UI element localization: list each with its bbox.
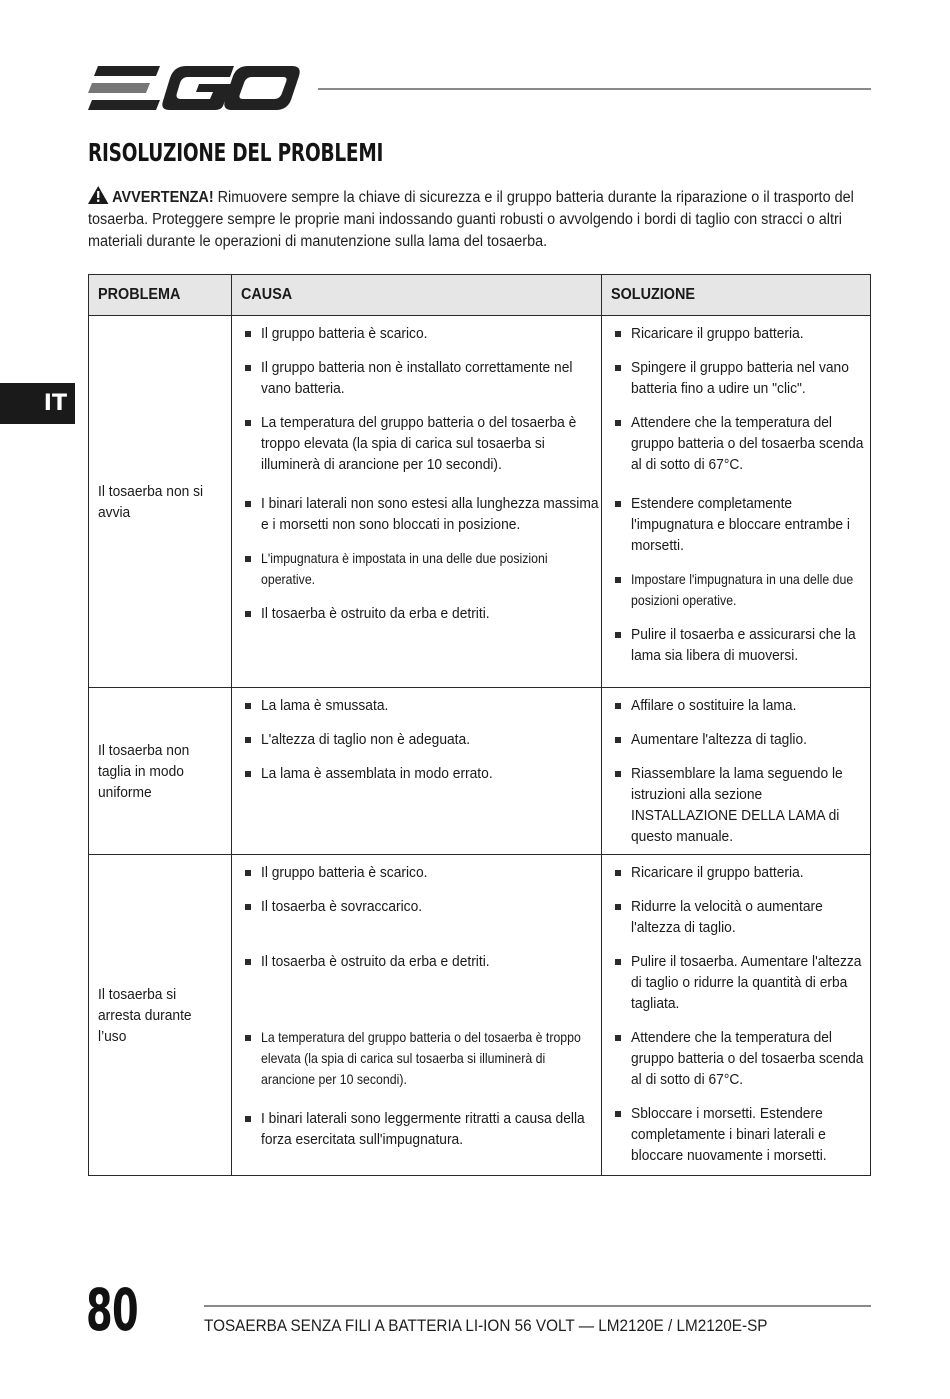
warning-notice <box>88 186 867 253</box>
solution-cell <box>602 855 871 1176</box>
list-item: Attendere che la temperatura del gruppo batteria o del tosaerba scenda al di sotto di 67°C. <box>612 1027 864 1090</box>
logo-letter-g <box>162 66 234 110</box>
list-item: Spingere il gruppo batteria nel vano batteria fino a udire un "clic". <box>612 357 864 399</box>
warning-triangle-icon <box>88 186 108 204</box>
problem-cell: Il tosaerba non taglia in modo uniforme <box>89 688 232 855</box>
list-item: L'impugnatura è impostata in una delle due posizioni operative. <box>242 548 595 590</box>
list-item: Il gruppo batteria è scarico. <box>242 323 595 344</box>
header-solution: SOLUZIONE <box>602 275 871 316</box>
warning-label: AVVERTENZA! <box>112 189 214 206</box>
cause-cell <box>232 316 602 688</box>
header-problem: PROBLEMA <box>89 275 232 316</box>
list-item: Il tosaerba è ostruito da erba e detriti. <box>242 603 595 624</box>
list-item: Impostare l'impugnatura in una delle due posizioni operative. <box>612 569 864 611</box>
list-item: Ridurre la velocità o aumentare l'altezza di taglio. <box>612 896 864 938</box>
table-row <box>89 688 871 855</box>
problem-cell: Il tosaerba si arresta durante l’uso <box>89 855 232 1176</box>
list-item: Affilare o sostituire la lama. <box>612 695 864 716</box>
list-item: Sbloccare i morsetti. Estendere completamente i binari laterali e bloccare nuovamente i morsetti. <box>612 1103 864 1166</box>
list-item: La temperatura del gruppo batteria o del tosaerba è troppo elevata (la spia di carica sul tosaerba si illuminerà di arancione per 10 secondi). <box>242 1027 595 1090</box>
list-item: La lama è smussata. <box>242 695 595 716</box>
troubleshooting-table <box>88 274 871 1176</box>
cause-cell <box>232 855 602 1176</box>
list-item: Il tosaerba è sovraccarico. <box>242 896 595 917</box>
header-cause: CAUSA <box>232 275 602 316</box>
logo-letter-e <box>88 66 160 110</box>
footer-rule <box>204 1305 871 1307</box>
list-item: Il tosaerba è ostruito da erba e detriti. <box>242 951 595 972</box>
language-tab: IT <box>0 383 75 424</box>
page-number: 80 <box>86 1276 138 1344</box>
list-item: Il gruppo batteria non è installato correttamente nel vano batteria. <box>242 357 595 399</box>
warning-text: Rimuovere sempre la chiave di sicurezza e il gruppo batteria durante la riparazione o il trasporto del tosaerba. Proteggere sempre le proprie mani indossando guanti robusti o avvolgendo i bordi di taglio con stracci o altri materiali durante le operazioni di manutenzione sulla lama del tosaerba. <box>88 189 854 250</box>
table-row <box>89 855 871 1176</box>
list-item: I binari laterali non sono estesi alla lunghezza massima e i morsetti non sono bloccati in posizione. <box>242 493 595 535</box>
problem-cell: Il tosaerba non si avvia <box>89 316 232 688</box>
cause-cell <box>232 688 602 855</box>
header-rule <box>318 88 871 90</box>
table-row <box>89 316 871 688</box>
list-item: Pulire il tosaerba. Aumentare l'altezza di taglio o ridurre la quantità di erba tagliata. <box>612 951 864 1014</box>
list-item: L'altezza di taglio non è adeguata. <box>242 729 595 750</box>
list-item: I binari laterali sono leggermente ritratti a causa della forza esercitata sull'impugnatura. <box>242 1108 595 1150</box>
list-item: La temperatura del gruppo batteria o del tosaerba è troppo elevata (la spia di carica sul tosaerba si illuminerà di arancione per 10 secondi). <box>242 412 595 475</box>
list-item: La lama è assemblata in modo errato. <box>242 763 595 784</box>
solution-cell <box>602 316 871 688</box>
ego-logo <box>88 64 300 112</box>
logo-letter-o <box>224 66 299 110</box>
list-item: Il gruppo batteria è scarico. <box>242 862 595 883</box>
list-item: Ricaricare il gruppo batteria. <box>612 323 864 344</box>
list-item: Estendere completamente l'impugnatura e bloccare entrambe i morsetti. <box>612 493 864 556</box>
section-title: RISOLUZIONE DEL PROBLEMI <box>88 138 384 167</box>
list-item: Riassemblare la lama seguendo le istruzioni alla sezione INSTALLAZIONE DELLA LAMA di questo manuale. <box>612 763 864 847</box>
list-item: Attendere che la temperatura del gruppo batteria o del tosaerba scenda al di sotto di 67°C. <box>612 412 864 475</box>
table-header-row <box>89 275 871 316</box>
list-item: Ricaricare il gruppo batteria. <box>612 862 864 883</box>
list-item: Pulire il tosaerba e assicurarsi che la lama sia libera di muoversi. <box>612 624 864 666</box>
solution-cell <box>602 688 871 855</box>
list-item: Aumentare l'altezza di taglio. <box>612 729 864 750</box>
footer-text: TOSAERBA SENZA FILI A BATTERIA LI-ION 56 VOLT — LM2120E / LM2120E-SP <box>204 1316 768 1335</box>
